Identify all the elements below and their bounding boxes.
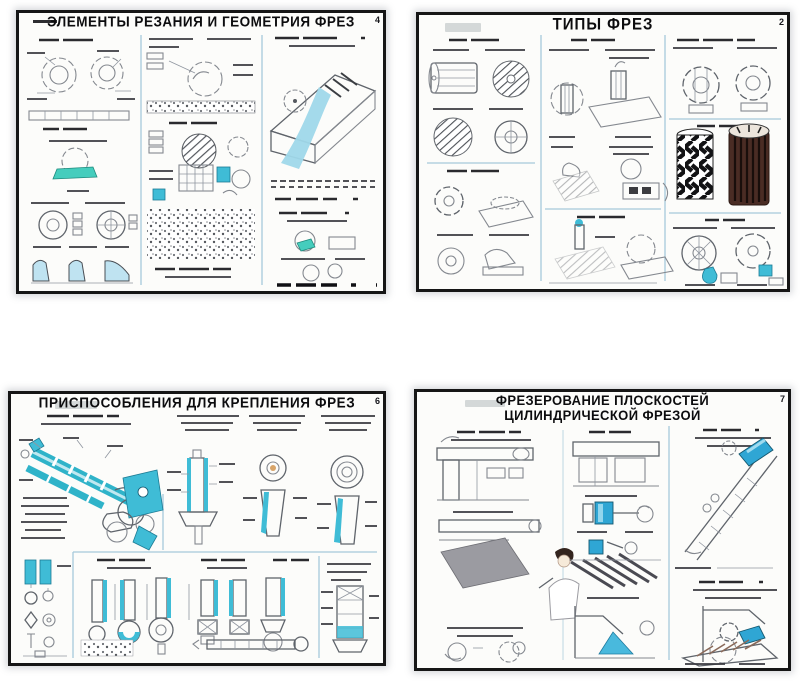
- column-form-and-worm-cutters: [669, 40, 783, 285]
- poster-artwork: [417, 392, 788, 668]
- column-arbor-and-knee: [675, 430, 777, 666]
- poster-plane-milling: [414, 389, 791, 671]
- column-end-mills: [545, 40, 673, 283]
- column-tooth-geometry: [27, 40, 137, 283]
- operator: [539, 548, 579, 620]
- poster-title-line1: ФРЕЗЕРОВАНИЕ ПЛОСКОСТЕЙ: [495, 391, 710, 408]
- poster-title: ЭЛЕМЕНТЫ РЕЗАНИЯ И ГЕОМЕТРИЯ ФРЕЗ: [47, 13, 355, 30]
- poster-title-line2: ЦИЛИНДРИЧЕСКОЙ ФРЕЗОЙ: [504, 406, 701, 424]
- poster-cutting-elements: [16, 10, 386, 294]
- stacked-spacer-section: [321, 564, 379, 652]
- column-spindle-and-surface: [569, 432, 661, 658]
- poster-title: ТИПЫ ФРЕЗ: [552, 15, 654, 34]
- plate-number: 7: [779, 394, 785, 404]
- column-chip-formation: [147, 39, 255, 277]
- poster-mounting-devices: [8, 391, 386, 666]
- plate-number: 2: [778, 17, 784, 27]
- left-text-block-and-parts: [21, 498, 71, 657]
- poster-cutter-types: [416, 12, 790, 292]
- column-machine-views: [437, 432, 579, 662]
- poster-title: ПРИСПОСОБЛЕНИЯ ДЛЯ КРЕПЛЕНИЯ ФРЕЗ: [38, 394, 356, 411]
- plate-number: 6: [374, 396, 380, 406]
- poster-artwork: [419, 15, 787, 289]
- column-workpiece-milling: [271, 38, 377, 285]
- poster-artwork: [11, 394, 383, 663]
- exploded-arbor-assembly: [19, 438, 163, 550]
- collet-chuck-columns: [167, 450, 377, 544]
- plate-number: 4: [374, 15, 380, 25]
- arbor-bushings-row: [81, 560, 313, 656]
- poster-artwork: [19, 13, 383, 291]
- column-cylindrical-cutters: [427, 40, 535, 275]
